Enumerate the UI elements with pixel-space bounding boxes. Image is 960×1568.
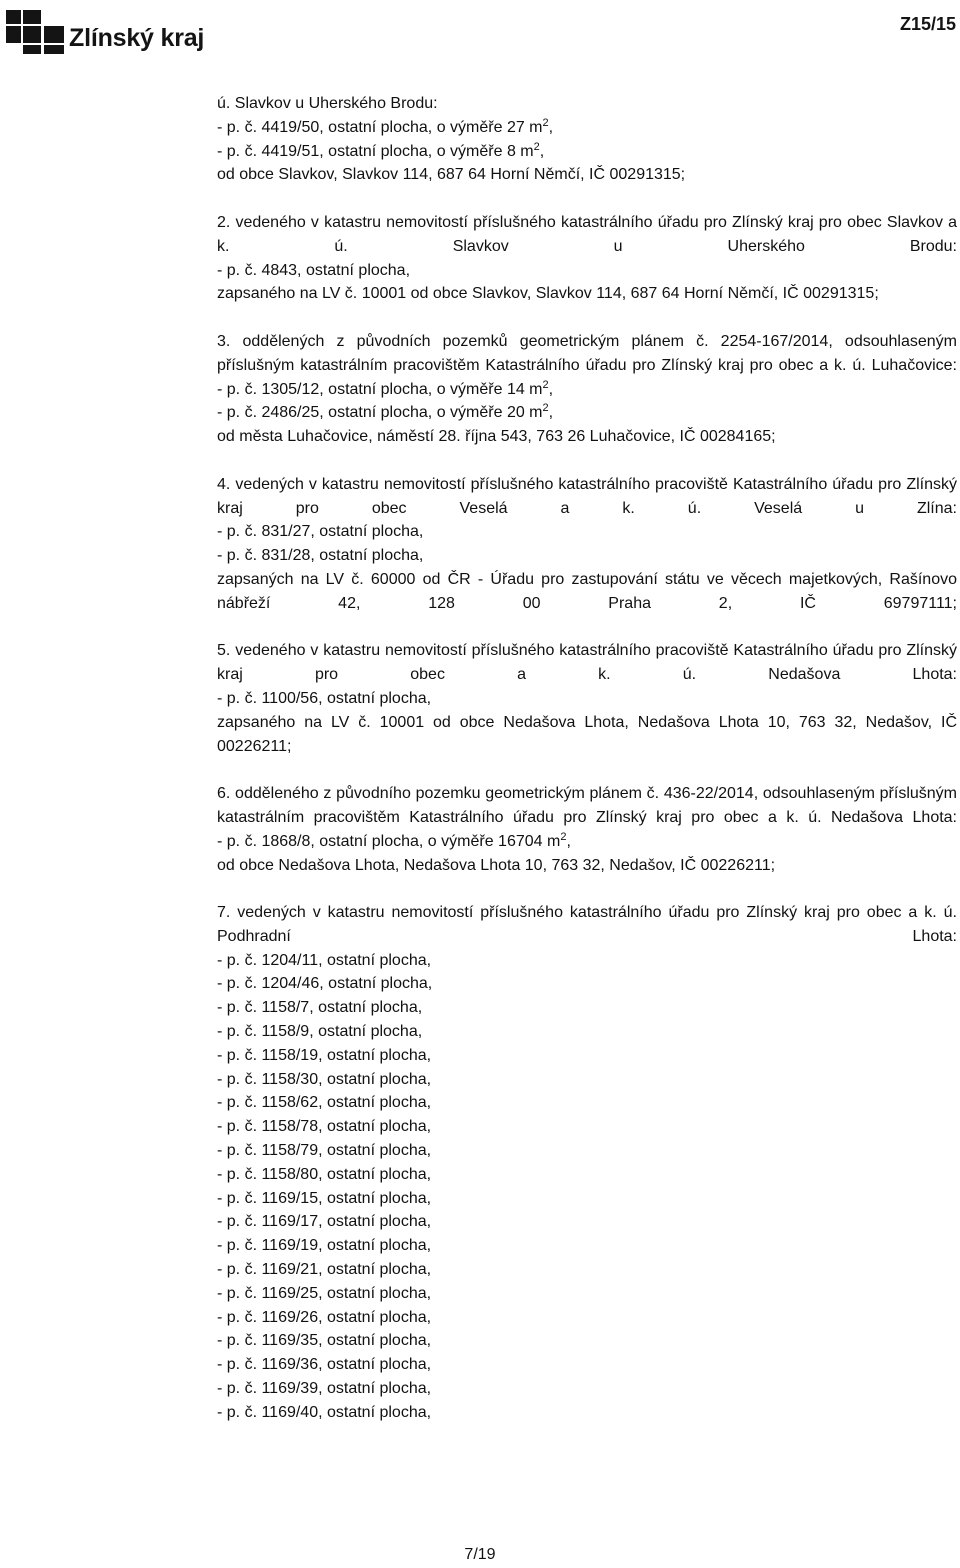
parcel-line — [217, 568, 957, 616]
parcel-line — [217, 544, 957, 568]
text-run: - p. č. 1169/25, ostatní plocha, — [217, 1284, 432, 1302]
text-run: - p. č. 831/27, ostatní plocha, — [217, 523, 424, 541]
parcel-line — [217, 949, 957, 973]
text-run: 6. odděleného z původního pozemku geometrickým plánem č. 436-22/2014, odsouhlaseným příslušným katastrálním pracovištěm Katastrálního úřadu pro Zlínský kraj pro obec a k. ú. Nedašova Lhota: — [217, 785, 957, 826]
parcel-line — [217, 830, 957, 854]
text-run: - p. č. 1868/8, ostatní plocha, o výměře 16704 m — [217, 832, 561, 850]
page-header — [0, 0, 960, 60]
section-7 — [217, 901, 957, 1425]
parcel-line — [217, 1401, 957, 1425]
text-run: - p. č. 4419/50, ostatní plocha, o výměře 27 m — [217, 118, 543, 136]
unit-superscript: 2 — [533, 140, 540, 153]
parcel-line — [217, 140, 957, 164]
parcel-line — [217, 1377, 957, 1401]
text-run: zapsaného na LV č. 10001 od obce Slavkov, Slavkov 114, 687 64 Horní Němčí, IČ 00291315; — [217, 285, 879, 303]
unit-superscript: 2 — [542, 378, 549, 391]
text-run: - p. č. 1169/39, ostatní plocha, — [217, 1380, 432, 1398]
text-run: , — [548, 404, 554, 422]
parcel-line — [217, 1234, 957, 1258]
text-run: zapsaných na LV č. 60000 od ČR - Úřadu pro zastupování státu ve věcech majetkových, Rašínovo nábřeží 42, 128 00 Praha 2, IČ 69797111; — [217, 570, 957, 612]
section-heading-text — [217, 901, 957, 949]
unit-superscript: 2 — [542, 402, 549, 415]
parcel-line — [217, 1020, 957, 1044]
text-run: - p. č. 831/28, ostatní plocha, — [217, 547, 424, 565]
parcel-line — [217, 378, 957, 402]
text-run: ú. Slavkov u Uherského Brodu: — [217, 95, 438, 112]
parcel-line — [217, 259, 957, 283]
text-run: - p. č. 2486/25, ostatní plocha, o výměře 20 m — [217, 404, 543, 422]
parcel-line — [217, 711, 957, 759]
text-run: - p. č. 1204/46, ostatní plocha, — [217, 975, 433, 993]
parcel-line — [217, 1091, 957, 1115]
text-run: 3. oddělených z původních pozemků geometrickým plánem č. 2254-167/2014, odsouhlaseným příslušným katastrálním pracovištěm Katastrálního úřadu pro Zlínský kraj pro obec a k. ú. Luhačovice: — [217, 332, 957, 374]
document-code: Z15/15 — [899, 14, 956, 34]
parcel-line — [217, 687, 957, 711]
text-run: - p. č. 4843, ostatní plocha, — [217, 261, 411, 279]
section-heading-text — [217, 473, 957, 521]
section-1 — [217, 92, 957, 187]
text-run: - p. č. 1100/56, ostatní plocha, — [217, 689, 432, 707]
parcel-line — [217, 996, 957, 1020]
text-run: - p. č. 1169/26, ostatní plocha, — [217, 1308, 432, 1326]
text-run: - p. č. 1158/78, ostatní plocha, — [217, 1118, 432, 1136]
parcel-line — [217, 116, 957, 140]
section-2 — [217, 211, 957, 306]
parcel-line — [217, 163, 957, 187]
logo-text: Zlínský kraj — [69, 24, 205, 52]
parcel-line — [217, 1163, 957, 1187]
parcel-line — [217, 1068, 957, 1092]
text-run: - p. č. 1158/9, ostatní plocha, — [217, 1023, 423, 1041]
text-run: , — [566, 832, 571, 850]
logo-squares-icon — [6, 10, 66, 54]
paragraph-spacer — [217, 187, 957, 211]
parcel-line — [217, 1115, 957, 1139]
parcel-line — [217, 1329, 957, 1353]
parcel-line — [217, 972, 957, 996]
parcel-line — [217, 401, 957, 425]
text-run: zapsaného na LV č. 10001 od obce Nedašova Lhota, Nedašova Lhota 10, 763 32, Nedašov, IČ 00226211; — [217, 713, 957, 755]
paragraph-spacer — [217, 449, 957, 473]
parcel-line — [217, 1187, 957, 1211]
paragraph-spacer — [217, 616, 957, 640]
parcel-line — [217, 520, 957, 544]
parcel-line — [217, 1258, 957, 1282]
text-run: - p. č. 1169/35, ostatní plocha, — [217, 1332, 432, 1350]
section-3 — [217, 330, 957, 449]
text-run: 4. vedených v katastru nemovitostí příslušného katastrálního pracoviště Katastrálního úřadu pro Zlínský kraj pro obec Veselá a k. ú. Veselá u Zlína: — [217, 475, 957, 517]
paragraph-spacer — [217, 758, 957, 782]
text-run: - p. č. 1169/17, ostatní plocha, — [217, 1213, 432, 1231]
text-run: - p. č. 1169/40, ostatní plocha, — [217, 1403, 432, 1421]
parcel-line — [217, 282, 957, 306]
section-heading-text — [217, 211, 957, 259]
text-run: - p. č. 1204/11, ostatní plocha, — [217, 951, 432, 969]
section-4 — [217, 473, 957, 616]
text-run: - p. č. 1305/12, ostatní plocha, o výměře 14 m — [217, 380, 543, 398]
parcel-line — [217, 1306, 957, 1330]
section-heading-text — [217, 330, 957, 378]
text-run: 5. vedeného v katastru nemovitostí příslušného katastrálního pracoviště Katastrálního úřadu pro Zlínský kraj pro obec a k. ú. Nedašova Lhota: — [217, 642, 957, 684]
text-run: , — [539, 142, 545, 160]
text-run: - p. č. 1169/21, ostatní plocha, — [217, 1261, 432, 1279]
text-run: - p. č. 1158/19, ostatní plocha, — [217, 1046, 432, 1064]
section-5 — [217, 639, 957, 758]
text-run: , — [548, 118, 554, 136]
section-heading-text — [217, 782, 957, 830]
text-run: - p. č. 1169/19, ostatní plocha, — [217, 1237, 432, 1255]
parcel-line — [217, 854, 957, 878]
parcel-line — [217, 425, 957, 449]
text-run: od obce Nedašova Lhota, Nedašova Lhota 10, 763 32, Nedašov, IČ 00226211; — [217, 856, 776, 874]
text-run: - p. č. 4419/51, ostatní plocha, o výměře 8 m — [217, 142, 534, 160]
paragraph-spacer — [217, 306, 957, 330]
paragraph-spacer — [217, 877, 957, 901]
text-run: od obce Slavkov, Slavkov 114, 687 64 Horní Němčí, IČ 00291315; — [217, 166, 686, 184]
page-number: 7/19 — [464, 1546, 496, 1563]
text-run: od města Luhačovice, náměstí 28. října 543, 763 26 Luhačovice, IČ 00284165; — [217, 428, 776, 446]
section-heading-text — [217, 92, 957, 116]
parcel-line — [217, 1139, 957, 1163]
document-body — [217, 92, 957, 1425]
text-run: 2. vedeného v katastru nemovitostí příslušného katastrálního úřadu pro Zlínský kraj pro obec Slavkov a k. ú. Slavkov u Uherského Brodu: — [217, 213, 957, 255]
parcel-line — [217, 1044, 957, 1068]
text-run: - p. č. 1158/79, ostatní plocha, — [217, 1142, 432, 1160]
unit-superscript: 2 — [560, 830, 567, 843]
text-run: , — [548, 380, 554, 398]
text-run: - p. č. 1169/15, ostatní plocha, — [217, 1189, 432, 1207]
parcel-line — [217, 1210, 957, 1234]
text-run: - p. č. 1158/80, ostatní plocha, — [217, 1165, 432, 1183]
parcel-line — [217, 1282, 957, 1306]
parcel-line — [217, 1353, 957, 1377]
text-run: - p. č. 1169/36, ostatní plocha, — [217, 1356, 432, 1374]
text-run: 7. vedených v katastru nemovitostí příslušného katastrálního úřadu pro Zlínský kraj pro obec a k. ú. Podhradní Lhota: — [217, 904, 957, 945]
unit-superscript: 2 — [542, 116, 549, 129]
text-run: - p. č. 1158/62, ostatní plocha, — [217, 1094, 432, 1112]
text-run: - p. č. 1158/30, ostatní plocha, — [217, 1070, 432, 1088]
section-6 — [217, 782, 957, 877]
section-heading-text — [217, 639, 957, 687]
text-run: - p. č. 1158/7, ostatní plocha, — [217, 999, 423, 1017]
